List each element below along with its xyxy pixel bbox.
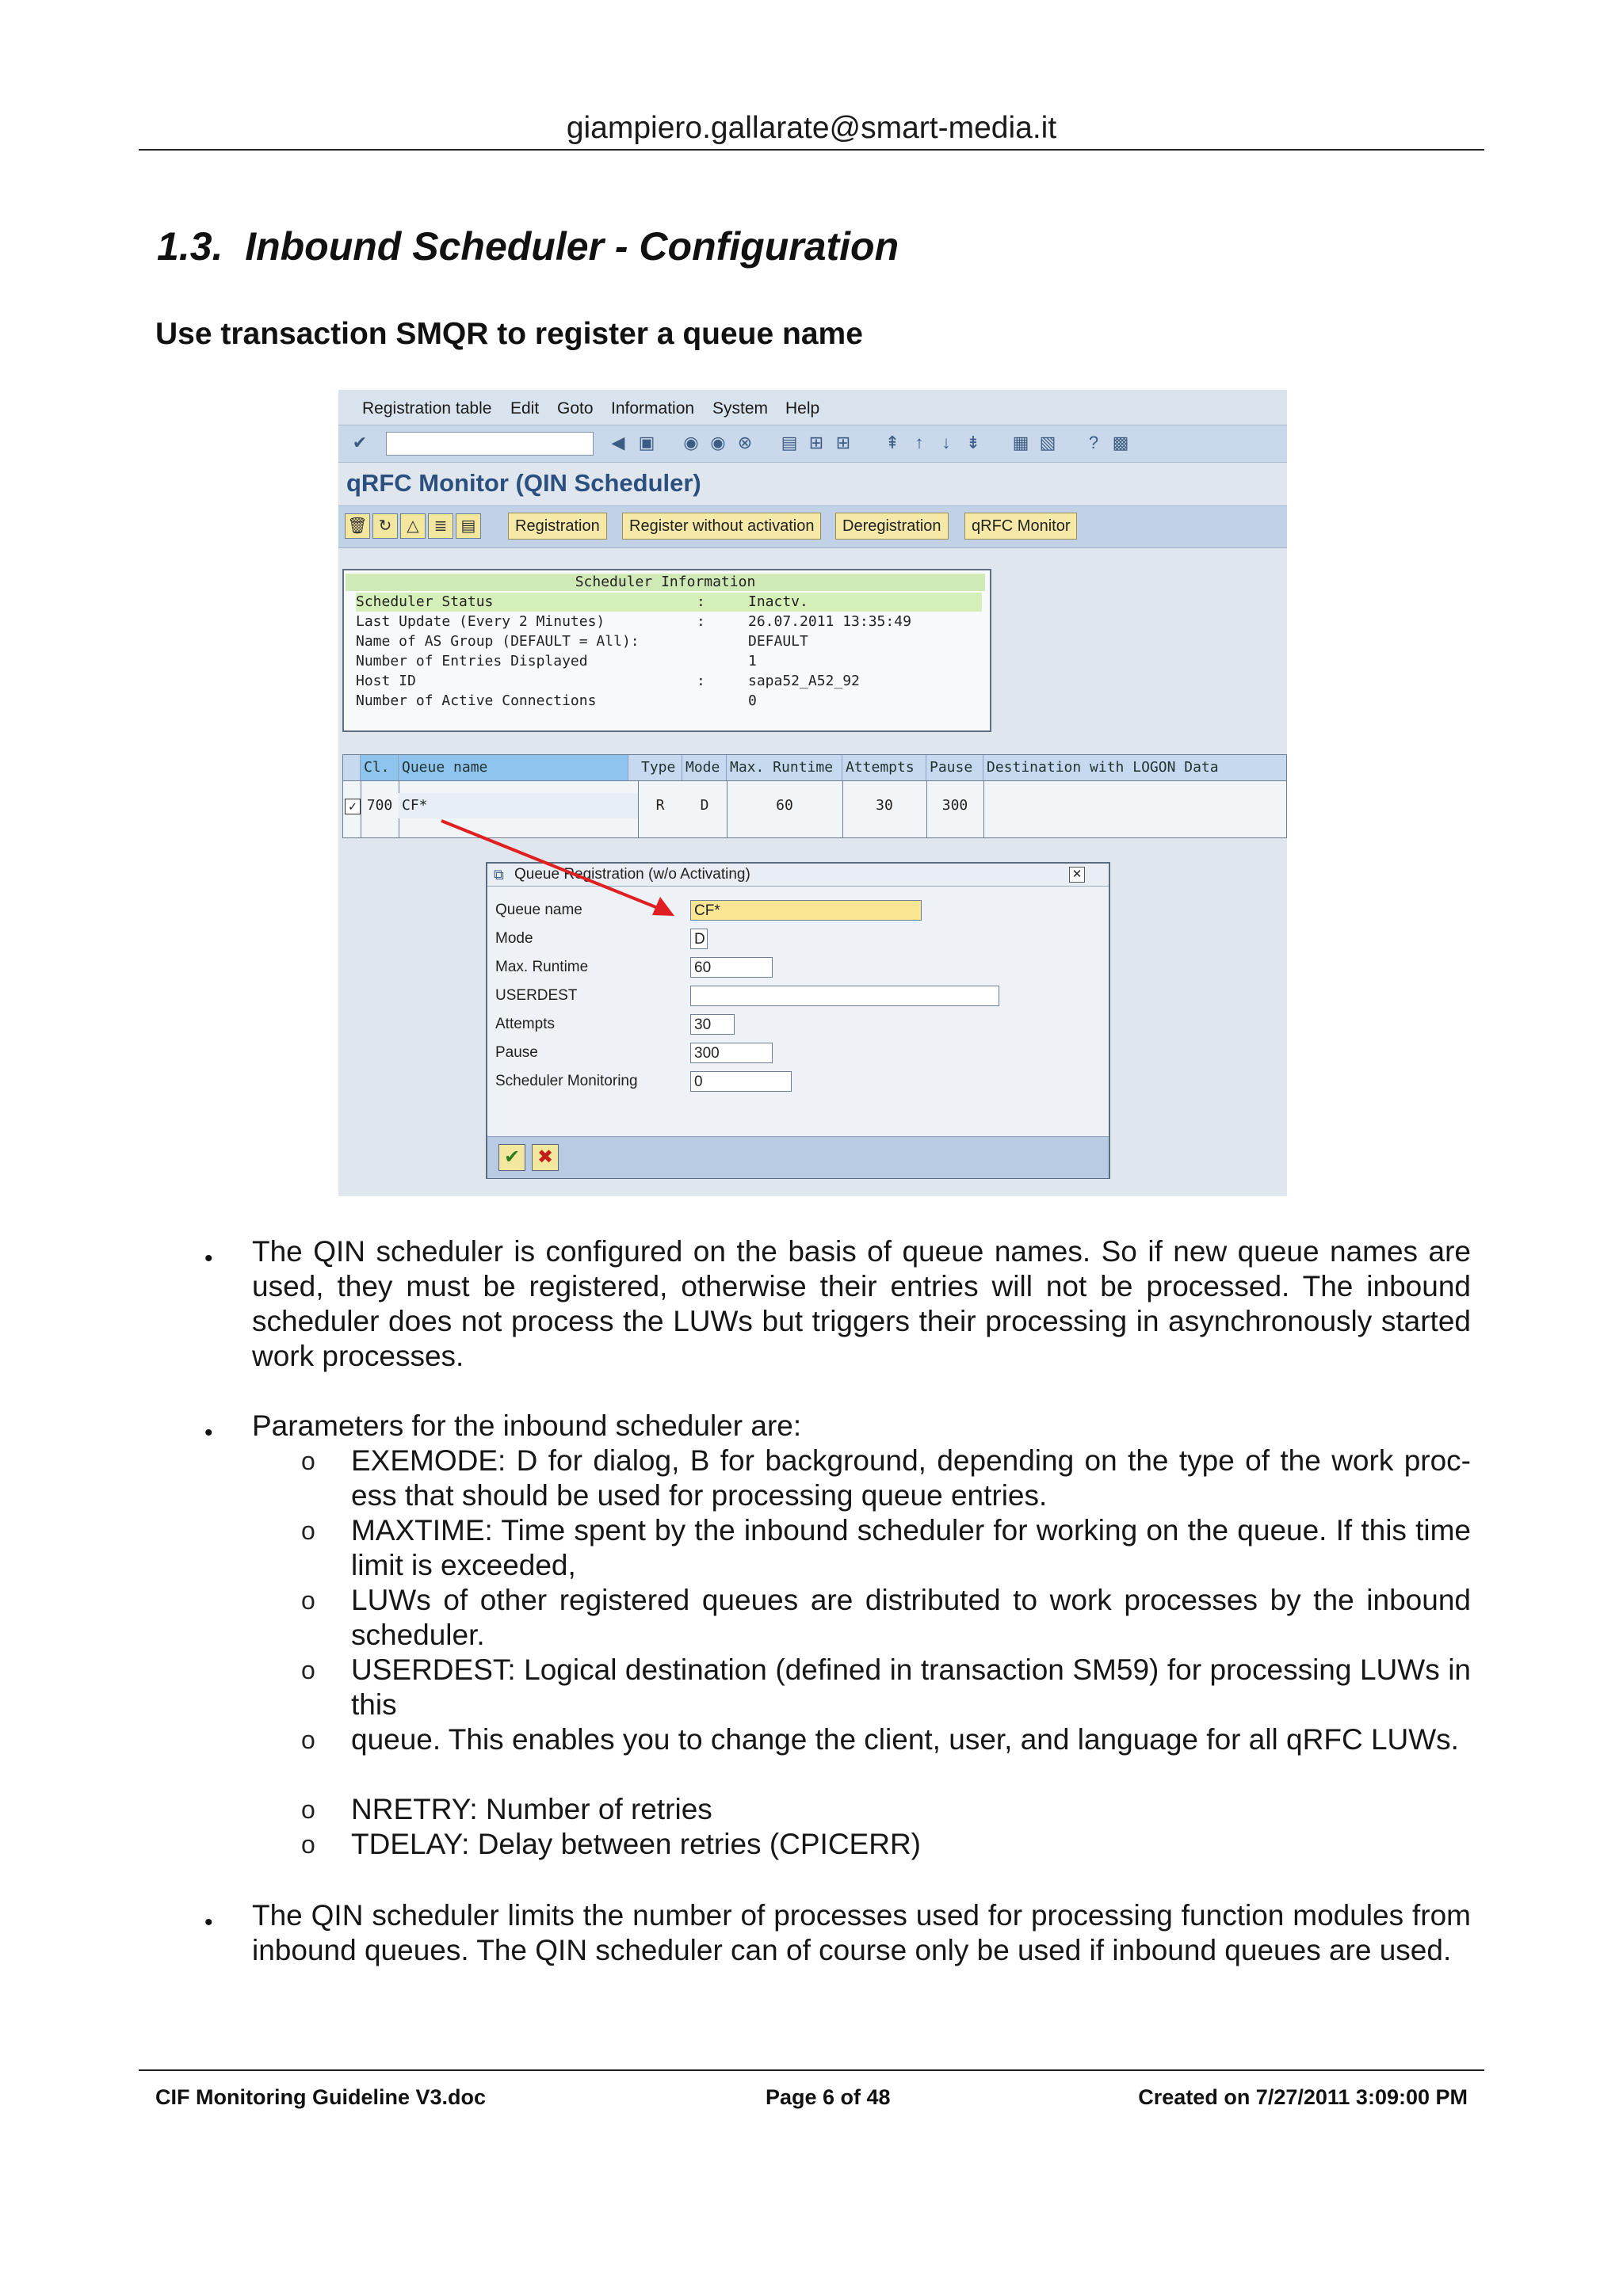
attempts-input[interactable]: 30 — [690, 1014, 735, 1035]
menu-goto[interactable]: Goto — [557, 399, 594, 418]
info-row: Number of Entries Displayed 1 — [356, 653, 757, 669]
queue-name-input[interactable]: CF* — [690, 900, 922, 921]
print-icon[interactable]: ▤ — [781, 433, 798, 452]
sub-bullet-text: queue. This enables you to change the client, user, and language for all qRFC LUWs. — [351, 1723, 1459, 1756]
registration-button[interactable]: Registration — [508, 513, 607, 540]
previous-page-icon[interactable]: ↑ — [915, 433, 924, 452]
row-checkbox[interactable]: ✓ — [345, 799, 361, 814]
info-row: Last Update (Every 2 Minutes) : 26.07.2011 13:35:49 — [356, 613, 911, 630]
dialog-label-max-runtime: Max. Runtime — [495, 959, 589, 975]
sub-bullet-text: TDELAY: Delay between retries (CPICERR) — [351, 1828, 921, 1860]
cell-queue-name[interactable]: CF* — [399, 793, 638, 818]
menu-information[interactable]: Information — [611, 399, 695, 418]
detail-icon[interactable]: ▤ — [456, 513, 481, 539]
arrow-line — [441, 821, 662, 910]
footer-page-number: Page 6 of 48 — [766, 2085, 891, 2109]
sub-bullet-text: LUWs of other registered queues are distributed to work processes by the inbound scheduler. — [351, 1584, 1471, 1651]
sap-screenshot — [338, 390, 1287, 1196]
col-max-runtime[interactable]: Max. Runtime — [727, 755, 842, 780]
confirm-icon[interactable]: ✔ — [498, 1144, 525, 1171]
help-icon[interactable]: ? — [1088, 433, 1099, 452]
last-page-icon[interactable]: ⇟ — [965, 433, 981, 452]
col-attempts[interactable]: Attempts — [842, 755, 926, 780]
new-session-icon[interactable]: ▦ — [1012, 433, 1029, 452]
dialog-label-attempts: Attempts — [495, 1016, 555, 1032]
sub-bullet-text: MAXTIME: Time spent by the inbound scheduler for working on the queue. If this time limit is exceeded, — [351, 1514, 1471, 1581]
cell-attempts: 30 — [876, 797, 893, 814]
bullet-dot: • — [204, 1245, 213, 1272]
dialog-window-icon: ⧉ — [494, 867, 504, 883]
bullet-text-2: Parameters for the inbound scheduler are: — [252, 1409, 802, 1442]
mode-input[interactable]: D — [690, 929, 708, 949]
sub-bullet-marker: o — [301, 1516, 315, 1545]
list-icon[interactable]: ≣ — [428, 513, 453, 539]
scheduler-monitoring-input[interactable]: 0 — [690, 1071, 792, 1092]
info-row: Name of AS Group (DEFAULT = All): DEFAULT — [356, 633, 808, 650]
menu-help[interactable]: Help — [785, 399, 820, 418]
bullet-text-1: The QIN scheduler is configured on the basis of queue names. So if new queue names are used, they must be registered, otherwise their entries will not be processed. The inbound scheduler does not process the LUWs but triggers their processing in asynchronously started work processes. — [252, 1235, 1471, 1372]
section-subtitle: Use transaction SMQR to register a queue name — [155, 317, 863, 351]
layout-icon[interactable]: ▩ — [1112, 433, 1129, 452]
col-queue-name[interactable]: Queue name — [399, 755, 628, 780]
cancel-icon[interactable]: ⊗ — [737, 433, 753, 452]
dialog-label-pause: Pause — [495, 1044, 538, 1061]
header-rule — [139, 149, 1484, 151]
dialog-label-queue-name: Queue name — [495, 902, 582, 918]
section-title-text: Inbound Scheduler - Configuration — [245, 224, 899, 269]
refresh-icon[interactable]: ↻ — [372, 513, 398, 539]
save-icon[interactable]: ▣ — [638, 433, 655, 452]
menu-registration-table[interactable]: Registration table — [362, 399, 492, 418]
deregistration-button[interactable]: Deregistration — [835, 513, 949, 540]
back-arrow-icon[interactable]: ◀ — [611, 433, 625, 452]
bullet-dot: • — [204, 1420, 213, 1446]
dialog-label-userdest: USERDEST — [495, 987, 578, 1004]
sub-bullet-text: USERDEST: Logical destination (defined in transaction SM59) for processing LUWs in this — [351, 1653, 1471, 1721]
col-pause[interactable]: Pause — [926, 755, 983, 780]
dialog-label-mode: Mode — [495, 930, 533, 947]
info-row: Host ID : sapa52_A52_92 — [356, 673, 860, 689]
section-title — [157, 223, 899, 269]
sub-bullet-text: NRETRY: Number of retries — [351, 1793, 712, 1825]
cell-mode: D — [700, 797, 709, 814]
col-type[interactable]: Type — [638, 755, 682, 780]
find-next-icon[interactable]: ⊞ — [835, 433, 851, 452]
sub-bullet-marker: o — [301, 1830, 315, 1859]
dialog-title: Queue Registration (w/o Activating) — [514, 866, 750, 883]
footer-rule — [139, 2069, 1484, 2071]
enter-icon[interactable]: ✔ — [352, 433, 368, 452]
sub-bullet-marker: o — [301, 1795, 315, 1824]
register-without-activation-button[interactable]: Register without activation — [622, 513, 821, 540]
info-row: Number of Active Connections 0 — [356, 692, 757, 709]
shortcut-icon[interactable]: ▧ — [1039, 433, 1056, 452]
next-page-icon[interactable]: ↓ — [941, 433, 951, 452]
exit-icon[interactable]: ◉ — [710, 433, 726, 452]
cell-max-runtime: 60 — [776, 797, 793, 814]
scheduler-info-heading: Scheduler Information — [346, 574, 985, 591]
col-destination[interactable]: Destination with LOGON Data — [987, 759, 1219, 776]
qrfc-monitor-button[interactable]: qRFC Monitor — [964, 513, 1077, 540]
col-mode[interactable]: Mode — [682, 755, 727, 780]
footer-created-date: Created on 7/27/2011 3:09:00 PM — [1138, 2085, 1468, 2109]
bullet-dot: • — [204, 1909, 213, 1936]
filter-icon[interactable]: △ — [400, 513, 426, 539]
sub-bullet-marker: o — [301, 1586, 315, 1615]
cell-type: R — [655, 797, 665, 814]
info-row: Scheduler Status : Inactv. — [356, 593, 982, 612]
cell-pause: 300 — [941, 797, 968, 814]
col-client[interactable]: Cl. — [361, 755, 399, 780]
annotation-arrow — [338, 390, 1287, 1196]
dialog-close-icon[interactable]: ✕ — [1069, 867, 1085, 883]
back-icon[interactable]: ◉ — [683, 433, 699, 452]
cancel-icon[interactable]: ✖ — [532, 1144, 559, 1171]
find-icon[interactable]: ⊞ — [808, 433, 824, 452]
sub-bullet-marker: o — [301, 1726, 315, 1754]
sub-bullet-text: EXEMODE: D for dialog, B for background, depending on the type of the work proc-ess that should be used for processing queue entries. — [351, 1444, 1471, 1512]
section-number: 1.3. — [157, 224, 223, 269]
sub-bullet-marker: o — [301, 1656, 315, 1684]
delete-icon[interactable]: 🗑 — [345, 513, 370, 539]
dialog-label-scheduler-monitoring: Scheduler Monitoring — [495, 1073, 638, 1089]
menu-system[interactable]: System — [712, 399, 769, 418]
menu-edit[interactable]: Edit — [510, 399, 540, 418]
screen-title: qRFC Monitor (QIN Scheduler) — [346, 469, 701, 497]
sub-bullet-marker: o — [301, 1447, 315, 1475]
bullet-text-3: The QIN scheduler limits the number of processes used for processing function modules from inbound queues. The QIN scheduler can of course only be used if inbound queues are used. — [252, 1899, 1471, 1966]
first-page-icon[interactable]: ⇞ — [884, 433, 900, 452]
header-email: giampiero.gallarate@smart-media.it — [566, 111, 1057, 145]
pause-input[interactable]: 300 — [690, 1043, 773, 1063]
footer-document-name: CIF Monitoring Guideline V3.doc — [155, 2085, 486, 2109]
cell-client: 700 — [366, 797, 393, 814]
max-runtime-input[interactable]: 60 — [690, 957, 773, 978]
